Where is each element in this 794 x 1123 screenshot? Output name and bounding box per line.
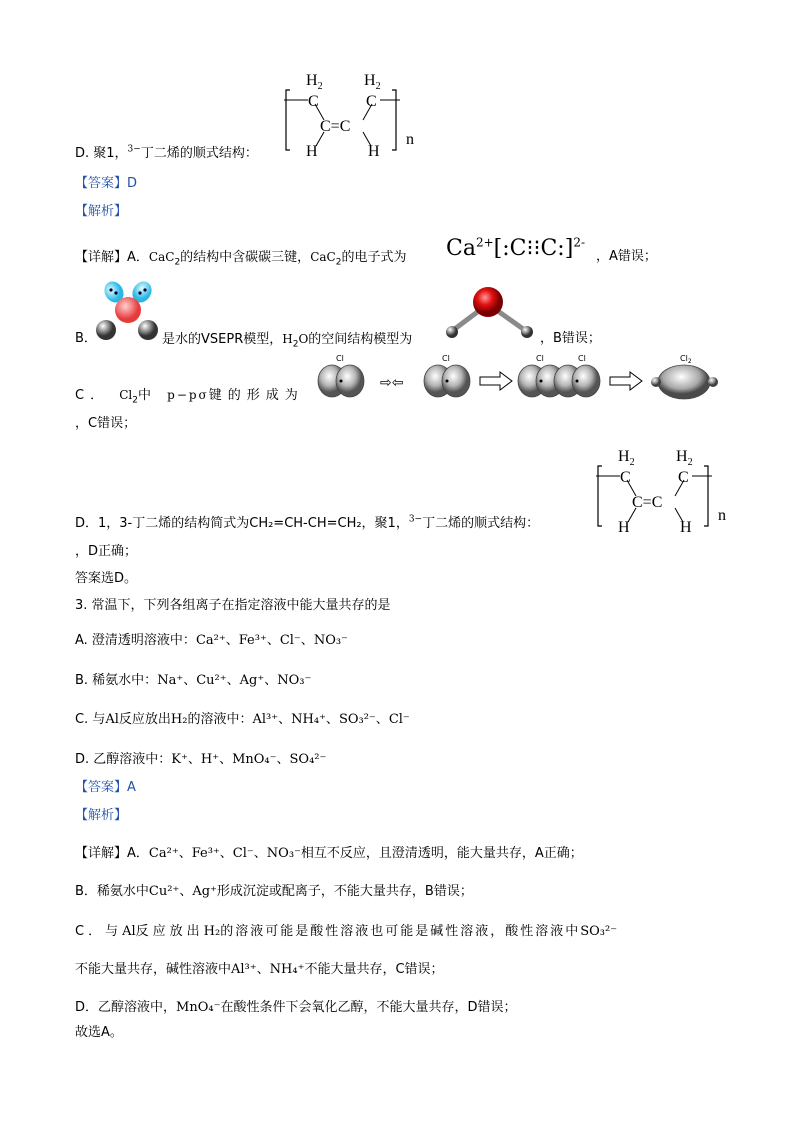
cac2-formula-1: CaC	[148, 250, 175, 264]
exp-a: 【详解】A．Ca²⁺、Fe³⁺、Cl⁻、NO₃⁻相互不反应，且澄清透明，能大量共存，A正确；	[75, 846, 583, 861]
polymer-structure-bottom	[592, 446, 742, 541]
svg-text:H: H	[680, 519, 692, 536]
exp-c-continued: 不能大量共存，碱性溶液中Al³⁺、NH₄⁺不能大量共存，C错误；	[75, 962, 444, 977]
cl-label-4: Cl	[578, 354, 586, 363]
p-p-sigma-bond-diagram	[314, 353, 724, 411]
detail-a-lead: 【详解】A．	[75, 250, 149, 265]
svg-text:C: C	[678, 469, 689, 486]
struct-h2-right: $H_2$	[364, 72, 381, 92]
svg-text:n: n	[718, 507, 726, 524]
line-b-lead: B．	[75, 331, 97, 346]
exp-c: C．与Al反应放出H₂的溶液可能是酸性溶液也可能是碱性溶液，酸性溶液中SO₃²⁻	[75, 924, 618, 939]
d-suffix: 丁二烯的顺式结构：	[140, 146, 258, 161]
answer-1: 【答案】D	[75, 176, 138, 191]
answer-2: 【答案】A	[75, 780, 136, 795]
q3-option-d: D. 乙醇溶液中：K⁺、H⁺、MnO₄⁻、SO₄²⁻	[75, 752, 327, 767]
electron-formula: $Ca^{2+}[:C⁝⁝C:]^{2-}$	[446, 235, 586, 261]
exp-b: B．稀氨水中Cu²⁺、Ag⁺形成沉淀或配离子，不能大量共存，B错误；	[75, 884, 473, 899]
line-c-text: C． $Cl_2$中 p−pσ键的形成为	[75, 388, 304, 406]
q3-stem: 3. 常温下，下列各组离子在指定溶液中能大量共存的是	[75, 598, 391, 613]
vsepr-water-model	[96, 280, 162, 344]
svg-text:H: H	[618, 519, 630, 536]
line-d-text: D．1，3-丁二烯的结构简式为CH₂=CH-CH=CH₂，聚1，$^{3-}$丁二烯的顺式结构：	[75, 514, 540, 531]
q3-option-a: A. 澄清透明溶液中：Ca²⁺、Fe³⁺、Cl⁻、NO₃⁻	[75, 633, 348, 648]
cl2-label: $Cl_2$	[680, 354, 692, 365]
detail-a-line: 【详解】A．CaC$_2$的结构中含碳碳三键，CaC$_2$的电子式为	[75, 250, 407, 268]
struct-c-left: C	[308, 93, 319, 110]
svg-text:H2: $H_2$	[676, 448, 693, 468]
water-spatial-model	[440, 284, 540, 344]
q3-option-b: B. 稀氨水中：Na⁺、Cu²⁺、Ag⁺、NO₃⁻	[75, 673, 312, 688]
cl-label-1: Cl	[336, 354, 344, 363]
line-c-tail: ，C错误；	[75, 416, 137, 431]
cac2-formula-2: CaC	[310, 250, 336, 264]
d-prefix: D. 聚1，	[75, 146, 128, 161]
d-mid: 3−	[127, 144, 141, 155]
struct-n: n	[406, 131, 414, 148]
svg-text:C: C	[620, 469, 631, 486]
svg-text:C=C: C=C	[632, 494, 663, 511]
polymer-structure-top	[280, 70, 430, 165]
swap-arrows: ⇨⇦	[380, 375, 404, 391]
struct-h-left: H	[306, 143, 318, 160]
detail-a-tail: ，A错误；	[596, 249, 657, 264]
analysis-2: 【解析】	[75, 808, 128, 823]
cl-label-2: Cl	[442, 354, 450, 363]
svg-text:H2: $H_2$	[618, 448, 635, 468]
q3-option-c: C. 与Al反应放出H₂的溶液中：Al³⁺、NH₄⁺、SO₃²⁻、Cl⁻	[75, 712, 410, 727]
struct-c-right: C	[366, 93, 377, 110]
line-d-tail: ，D正确；	[75, 544, 138, 559]
analysis-1: 【解析】	[75, 204, 128, 219]
exp-d: D．乙醇溶液中，MnO₄⁻在酸性条件下会氧化乙醇，不能大量共存，D错误；	[75, 1000, 517, 1015]
line-b-tail: ，B错误；	[540, 331, 601, 346]
struct-h2-left: $H_2$	[306, 72, 323, 92]
struct-c-eq-c: C=C	[320, 118, 351, 135]
line-b-text: 是水的VSEPR模型，$H_2O$的空间结构模型为	[162, 332, 413, 350]
final-answer: 故选A。	[75, 1025, 123, 1040]
d-option-line	[75, 146, 258, 162]
cl-label-3: Cl	[536, 354, 544, 363]
conclude-1: 答案选D。	[75, 571, 138, 586]
struct-h-right: H	[368, 143, 380, 160]
